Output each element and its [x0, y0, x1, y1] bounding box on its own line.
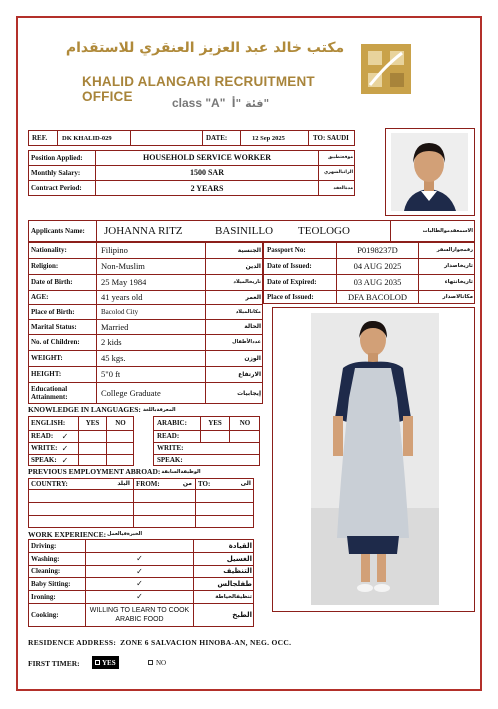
- expiry-date-value: 03 AUG 2035: [353, 277, 402, 287]
- languages-title-arabic: المعرفةباللغة: [142, 406, 176, 413]
- english-no-header: NO: [115, 419, 126, 427]
- employment-title-text: PREVIOUS EMPLOYMENT ABROAD:: [28, 467, 161, 476]
- nationality-value: Filipino: [101, 245, 128, 255]
- passport-no-arabic: رقمجوازالسفر: [436, 247, 473, 253]
- education-arabic: إيجابيات: [237, 389, 261, 397]
- yes-checkbox-icon: [95, 660, 100, 665]
- ref-value: DK KHALID-029: [62, 134, 112, 142]
- religion-arabic: الدين: [245, 262, 261, 270]
- languages-title-text: KNOWLEDGE IN LANGUAGES:: [28, 405, 141, 414]
- date-label: DATE:: [206, 134, 228, 142]
- arabic-label: ARABIC:: [157, 419, 187, 427]
- age-arabic: العمر: [245, 293, 261, 301]
- cooking-label: Cooking:: [31, 611, 59, 619]
- position-label: Position Applied:: [31, 153, 83, 162]
- salary-label: Monthly Salary:: [31, 168, 81, 177]
- expiry-date-arabic: تاريخانتهاء: [444, 279, 473, 285]
- applicant-middle-name: BASINILLO: [215, 225, 274, 237]
- cooking-value: WILLING TO LEARN TO COOK ARABIC FOOD: [89, 607, 190, 623]
- ref-label: REF.: [32, 134, 48, 142]
- cleaning-arabic: التنظيف: [223, 567, 252, 575]
- expiry-date-label: Date of Expired:: [267, 278, 317, 286]
- cooking-arabic: الطبخ: [232, 611, 252, 619]
- pob-arabic: مكانالميلاد: [235, 308, 261, 315]
- english-write-yes-check: ✓: [61, 443, 69, 453]
- age-label: AGE:: [31, 293, 49, 301]
- country-header-arabic: البلد: [117, 480, 130, 487]
- applicant-name-arabic: الاسمعقدموالطالبات: [422, 228, 473, 234]
- dob-value: 25 May 1984: [101, 277, 147, 287]
- driving-check: [86, 539, 193, 552]
- weight-arabic: الوزن: [244, 354, 261, 362]
- first-timer-label: FIRST TIMER:: [28, 658, 80, 668]
- children-label: No. of Children:: [31, 338, 80, 346]
- washing-check: ✓: [136, 554, 143, 563]
- ironing-arabic: تنظيفالخياطة: [215, 593, 252, 600]
- position-arabic: موقعتطبيق: [327, 155, 353, 160]
- weight-label: WEIGHT:: [31, 354, 63, 362]
- experience-title-text: WORK EXPERIENCE:: [28, 529, 107, 539]
- applicant-headshot: [386, 129, 473, 214]
- pob-value: Bacolod City: [101, 307, 139, 316]
- residence-label: RESIDENCE ADDRESS:: [28, 637, 117, 647]
- driving-label: Driving:: [31, 541, 57, 550]
- religion-value: Non-Muslim: [101, 261, 145, 271]
- babysitting-label: Baby Sitting:: [31, 579, 71, 588]
- marital-label: Marital Status:: [31, 322, 77, 331]
- english-yes-header: YES: [85, 419, 100, 427]
- arabic-no-header: NO: [239, 419, 251, 427]
- contract-arabic: مدةالعقد: [333, 185, 353, 191]
- small-photo-frame: [385, 128, 475, 216]
- ironing-label: Ironing:: [31, 592, 56, 601]
- english-speak-yes-check: ✓: [61, 455, 69, 465]
- class-label: [172, 96, 292, 110]
- residence-value: ZONE 6 SALVACION HINOBA-AN, NEG. OCC.: [120, 637, 292, 647]
- first-timer-yes-label: YES: [102, 658, 116, 667]
- arabic-read-label: READ:: [157, 432, 180, 440]
- babysitting-check: ✓: [136, 579, 143, 588]
- employment-title: [28, 466, 201, 477]
- class-english: class "A": [172, 96, 226, 110]
- full-photo-frame: [272, 307, 475, 612]
- to-header-arabic: الى: [240, 480, 251, 487]
- driving-arabic: القيادة: [228, 541, 252, 550]
- issue-place-label: Place of Issued:: [267, 293, 314, 301]
- languages-title: [28, 404, 176, 415]
- first-timer-yes[interactable]: [92, 656, 119, 669]
- children-value: 2 kids: [101, 337, 122, 347]
- passport-no-label: Passport No:: [267, 246, 306, 254]
- no-checkbox-icon: [148, 660, 153, 665]
- arabic-write-label: WRITE:: [157, 444, 184, 452]
- experience-title: [28, 529, 142, 539]
- nationality-label: Nationality:: [31, 246, 67, 254]
- header-arabic-name: مكتب خالد عبد العزيز العنقري للاستقدام: [65, 40, 345, 56]
- issue-date-label: Date of Issued:: [267, 262, 312, 270]
- issue-date-arabic: تاريخاصدار: [444, 263, 473, 269]
- issue-place-value: DFA BACOLOD: [347, 292, 408, 302]
- education-value: College Graduate: [101, 388, 161, 398]
- english-read-yes-check: ✓: [61, 431, 69, 441]
- applicant-name-label: Applicants Name:: [31, 227, 85, 235]
- to-header: TO:: [198, 479, 211, 488]
- from-header: FROM:: [136, 479, 160, 488]
- from-header-arabic: من: [182, 480, 192, 487]
- children-arabic: عددالأطفال: [232, 339, 261, 345]
- position-value: HOUSEHOLD SERVICE WORKER: [142, 153, 272, 162]
- date-value: 12 Sep 2025: [252, 134, 285, 142]
- religion-label: Religion:: [31, 262, 59, 270]
- issue-place-arabic: مكانالاصدار: [442, 294, 473, 300]
- height-value: 5"0 ft: [101, 369, 121, 379]
- to-label: TO: SAUDI: [313, 134, 349, 142]
- header: [60, 40, 440, 120]
- height-label: HEIGHT:: [31, 370, 62, 378]
- contract-label: Contract Period:: [31, 184, 82, 192]
- age-value: 41 years old: [101, 292, 143, 302]
- marital-value: Married: [101, 321, 129, 332]
- passport-no-value: P0198237D: [357, 245, 398, 255]
- header-english-name: KHALID ALANGARI RECRUITMENT OFFICE: [82, 74, 315, 104]
- washing-label: Washing:: [31, 554, 60, 563]
- contract-value: 2 YEARS: [190, 183, 224, 193]
- class-arabic: فئة "أ": [231, 97, 270, 110]
- english-read-label: READ:: [31, 432, 54, 440]
- issue-date-value: 04 AUG 2025: [353, 261, 402, 271]
- babysitting-arabic: طفلجالس: [217, 579, 252, 588]
- residence-row: [28, 636, 291, 648]
- dob-label: Date of Birth:: [31, 278, 73, 286]
- ironing-check: ✓: [136, 592, 143, 601]
- salary-arabic: الراتبالشهري: [324, 170, 353, 175]
- applicant-last-name: TEOLOGO: [298, 225, 350, 237]
- company-logo: [360, 43, 412, 95]
- first-timer-no-label: NO: [156, 658, 167, 667]
- cleaning-check: ✓: [136, 566, 143, 576]
- applicant-first-name: JOHANNA RITZ: [104, 225, 183, 237]
- applicant-full-body-photo: [273, 308, 473, 610]
- english-write-label: WRITE:: [31, 444, 58, 452]
- country-header: COUNTRY:: [31, 479, 68, 488]
- experience-title-arabic: الخبرةفيالعمل: [107, 531, 143, 537]
- weight-value: 45 kgs.: [101, 353, 126, 363]
- height-arabic: الارتفاع: [238, 370, 261, 378]
- first-timer-no[interactable]: [148, 656, 166, 669]
- nationality-arabic: الجنسية: [237, 246, 261, 254]
- arabic-yes-header: YES: [208, 419, 222, 427]
- washing-arabic: الغسيل: [226, 554, 252, 563]
- english-label: ENGLISH:: [31, 419, 66, 427]
- salary-value: 1500 SAR: [189, 168, 224, 177]
- pob-label: Place of Birth:: [31, 307, 75, 316]
- education-label: Educational Attainment:: [31, 385, 68, 401]
- cleaning-label: Cleaning:: [31, 567, 61, 575]
- arabic-speak-label: SPEAK:: [157, 456, 183, 464]
- employment-title-arabic: الوظيفةالسابقة: [161, 468, 201, 475]
- english-speak-label: SPEAK:: [31, 456, 57, 464]
- dob-arabic: تاريخالميلاد: [233, 279, 261, 285]
- marital-arabic: الحالة: [244, 323, 261, 330]
